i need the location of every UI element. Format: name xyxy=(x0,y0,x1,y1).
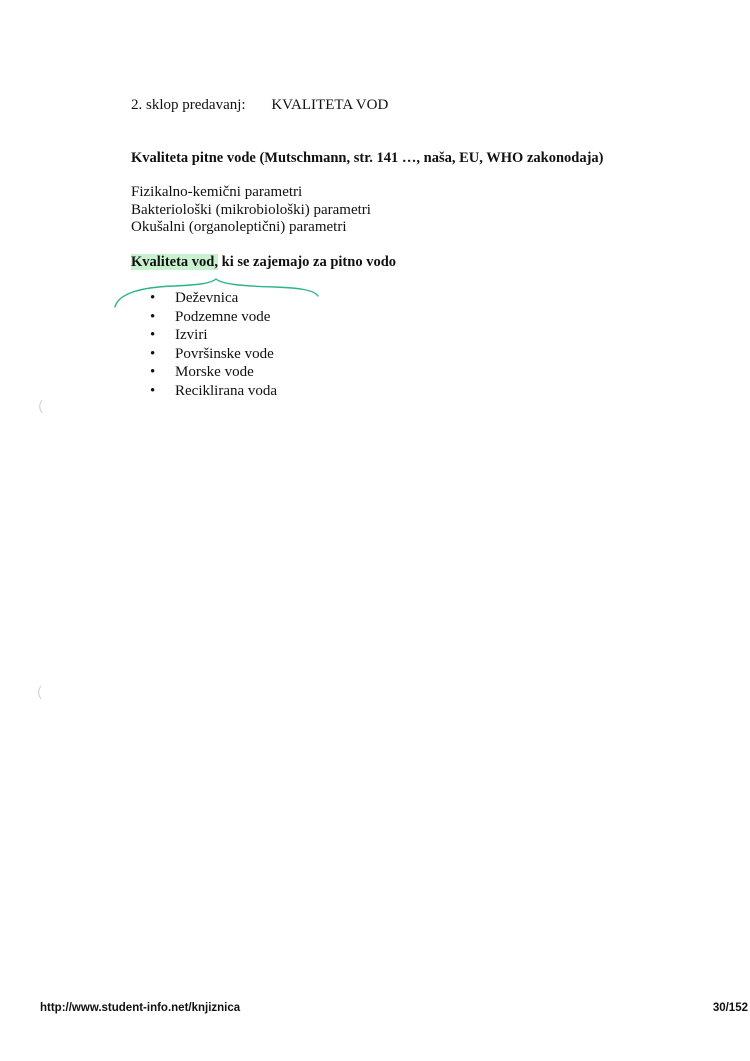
section-title: Kvaliteta pitne vode (Mutschmann, str. 141 …, naša, EU, WHO zakonodaja) xyxy=(131,150,604,166)
bullet-icon: • xyxy=(150,290,156,306)
scan-mark xyxy=(39,686,41,699)
parameter-item: Fizikalno-kemični parametri xyxy=(131,184,303,200)
list-item: • Podzemne vode xyxy=(150,308,271,325)
footer-url: http://www.student-info.net/knjiznica xyxy=(40,1002,241,1014)
scan-mark xyxy=(40,400,42,413)
list-item: • Izviri xyxy=(150,327,208,343)
page-number: 30/152 xyxy=(712,1002,748,1014)
subsection-title xyxy=(131,254,396,271)
parameter-item: Okušalni (organoleptični) parametri xyxy=(131,219,347,235)
subsection-rest: ki se zajemajo za pitno vodo xyxy=(218,254,397,270)
block-label: 2. sklop predavanj: xyxy=(131,97,246,113)
parameter-item: Bakteriološki (mikrobiološki) parametri xyxy=(131,201,371,218)
water-sources-list xyxy=(150,289,277,400)
bullet-icon: • xyxy=(150,364,156,380)
parameters-list xyxy=(131,184,371,237)
lecture-title: KVALITETA VOD xyxy=(271,97,389,113)
bullet-icon: • xyxy=(150,345,156,362)
list-item: • Površinske vode xyxy=(150,345,274,362)
highlighted-text: Kvaliteta vod, xyxy=(131,254,218,270)
bullet-icon: • xyxy=(150,382,156,399)
lecture-heading xyxy=(131,97,388,114)
list-item: • Morske vode xyxy=(150,364,254,380)
list-item: • Reciklirana voda xyxy=(150,382,278,399)
bullet-icon: • xyxy=(150,308,156,325)
list-item: • Deževnica xyxy=(150,290,239,306)
bullet-icon: • xyxy=(150,327,156,343)
